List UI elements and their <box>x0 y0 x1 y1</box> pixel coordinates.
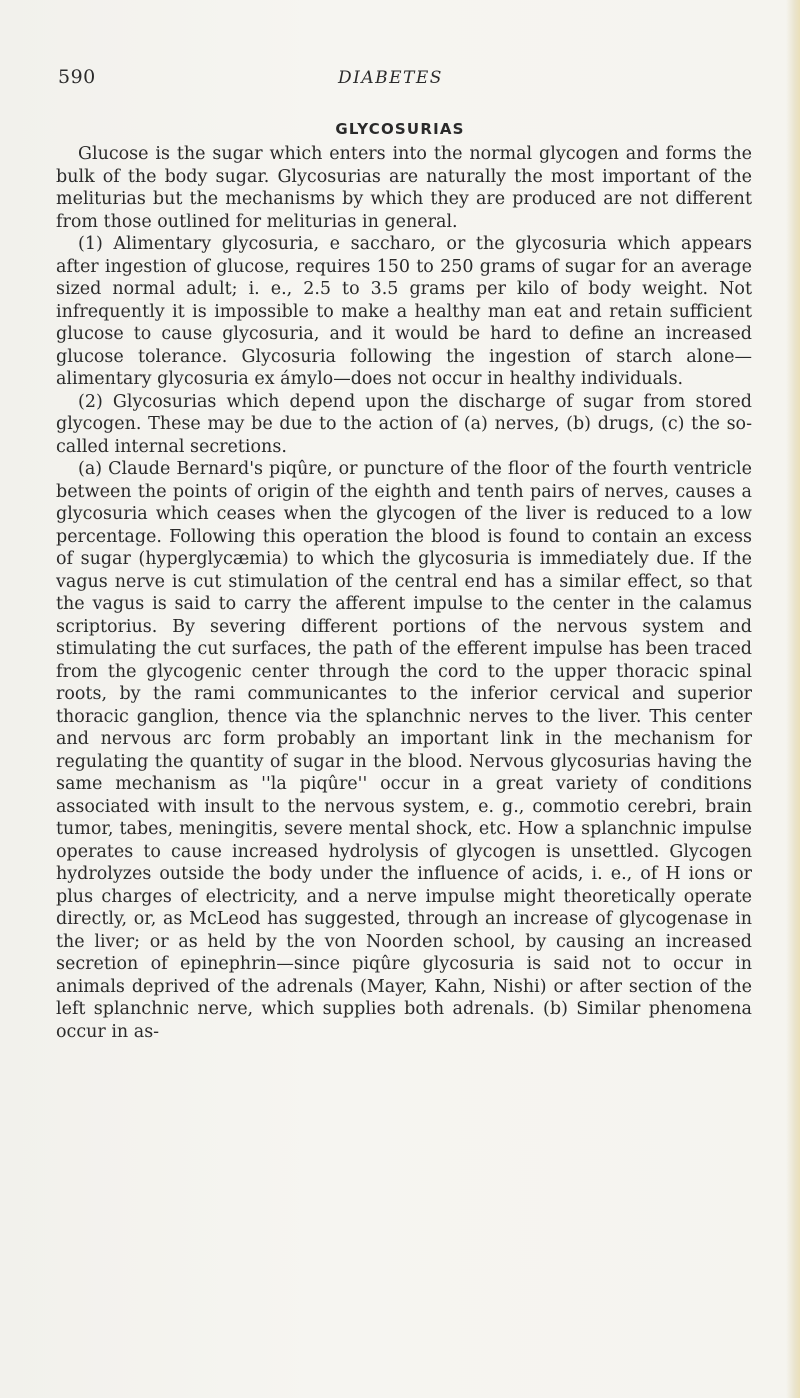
paragraph: Glucose is the sugar which enters into the normal glycogen and forms the bulk of the body sugar. Glycosurias are naturally the most important of the meliturias but the mechanisms by which they are produced are not different from those outlined for meliturias in general. <box>56 144 752 232</box>
page-number: 590 <box>58 66 96 88</box>
body-text <box>56 143 752 1043</box>
page-header <box>58 66 748 90</box>
paragraph: (1) Alimentary glycosuria, e saccharo, or the glycosuria which appears after ingestion of glucose, requires 150 to 250 grams of sugar for an average sized normal adult; i. e., 2.5 to 3.5 grams per kilo of body weight. Not infrequently it is impossible to make a healthy man eat and retain sufficient glucose to cause glycosuria, and it would be hard to define an increased glucose tolerance. Glycosuria following the ingestion of starch alone—alimentary glycosuria ex ámylo—does not occur in healthy individuals. <box>56 234 752 389</box>
paragraph: (a) Claude Bernard's piqûre, or puncture of the floor of the fourth ventricle between the points of origin of the eighth and tenth pairs of nerves, causes a glycosuria which ceases when the glycogen of the liver is reduced to a low percentage. Following this operation the blood is found to contain an excess of sugar (hyperglycæmia) to which the glycosuria is immediately due. If the vagus nerve is cut stimulation of the central end has a similar effect, so that the vagus is said to carry the afferent impulse to the center in the calamus scriptorius. By severing different portions of the nervous system and stimulating the cut surfaces, the path of the efferent impulse has been traced from the glycogenic center through the cord to the upper thoracic spinal roots, by the rami communicantes to the inferior cervical and superior thoracic ganglion, thence via the splanchnic nerves to the liver. This center and nervous arc form probably an important link in the mechanism for regulating the quantity of sugar in the blood. Nervous glycosurias having the same mechanism as ''la piqûre'' occur in a great variety of conditions associated with insult to the nervous system, e. g., commotio cerebri, brain tumor, tabes, meningitis, severe mental shock, etc. How a splanchnic impulse operates to cause increased hydrolysis of glycogen is unsettled. Glycogen hydrolyzes outside the body under the influence of acids, i. e., of H ions or plus charges of electricity, and a nerve impulse might theoretically operate directly, or, as McLeod has suggested, through an increase of glycogenase in the liver; or as held by the von Noorden school, by causing an increased secretion of epinephrin—since piqûre glycosuria is said not to occur in animals deprived of the adrenals (Mayer, Kahn, Nishi) or after section of the left splanchnic nerve, which supplies both adrenals. (b) Similar phenomena occur in as- <box>56 459 752 1042</box>
page-edge-shadow <box>786 0 800 1398</box>
running-head: DIABETES <box>338 68 443 88</box>
section-title: GLYCOSURIAS <box>335 120 465 138</box>
paragraph: (2) Glycosurias which depend upon the discharge of sugar from stored glycogen. These may be due to the action of (a) nerves, (b) drugs, (c) the so-called internal secretions. <box>56 391 752 457</box>
